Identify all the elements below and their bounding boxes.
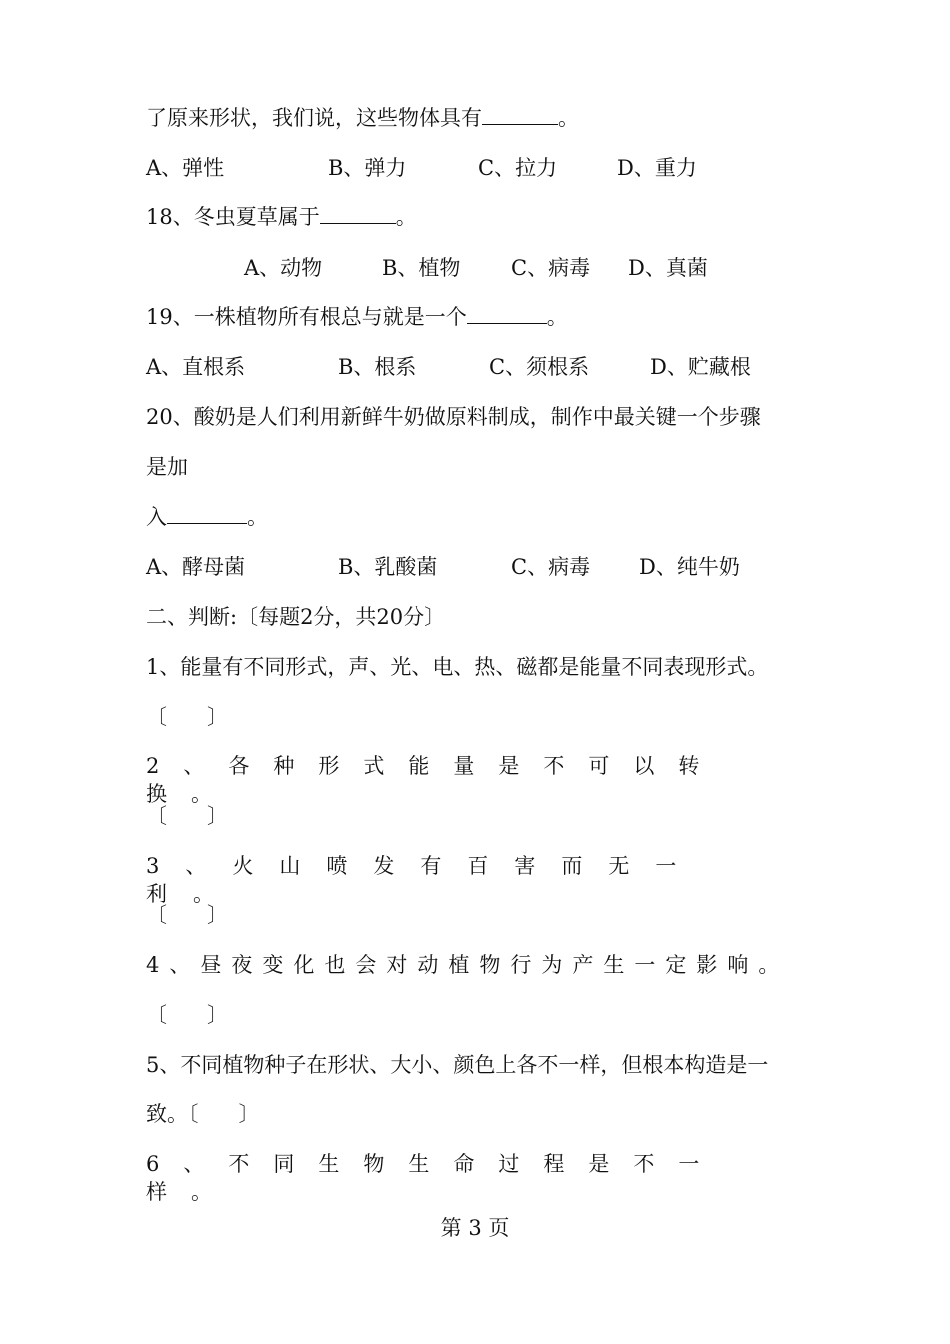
tf-item-1-bracket: 〔 〕 [146,705,229,729]
q20-option-d: D、纯牛奶 [639,555,740,579]
q19-option-b: B、根系 [338,355,417,379]
q17-stem-end: 。 [558,106,579,130]
q17-option-a: A、弹性 [146,156,225,180]
q17-option-b: B、弹力 [328,156,407,180]
q18-answer-blank [320,205,396,224]
q20-answer-blank [167,505,247,524]
q19-stem-text: 19、一株植物所有根总与就是一个 [146,305,467,329]
q19-option-d: D、贮藏根 [650,355,751,379]
q18-option-c: C、病毒 [511,256,591,280]
q19-stem-end: 。 [546,305,568,329]
q18-stem-end: 。 [395,205,417,229]
q19-answer-blank [467,305,547,324]
q17-answer-blank [482,106,558,125]
q20-stem-line1: 20、酸奶是人们利用新鲜牛奶做原料制成，制作中最关键一个步骤 [146,405,761,429]
tf-item-6-text: 6、不同生物生命过程是不一样。 [146,1152,724,1204]
q20-option-b: B、乳酸菌 [338,555,438,579]
tf-item-4-text: 4、昼夜变化也会对动植物行为产生一定影响。 [146,953,790,977]
q19-option-a: A、直根系 [146,355,246,379]
q20-option-a: A、酵母菌 [146,555,246,579]
q18-stem-text: 18、冬虫夏草属于 [146,205,320,229]
tf-item-4-bracket: 〔 〕 [146,1003,229,1027]
tf-item-4 [146,951,796,979]
tf-item-5-cont: 致。〔 〕 [146,1102,260,1126]
tf-item-3-bracket: 〔 〕 [146,903,229,927]
tf-item-2-bracket: 〔 〕 [146,804,229,828]
q20-stem-line2: 是加 [146,455,188,479]
q17-option-c: C、拉力 [478,156,558,180]
tf-item-2-text: 2、各种形式能量是不可以转换。 [146,754,724,806]
q17-option-d: D、重力 [617,156,697,180]
q19-stem [146,303,568,331]
page-number: 第 3 页 [440,1216,510,1240]
q17-stem [146,104,579,132]
q20-stem-line3 [146,503,268,531]
q18-option-a: A、动物 [244,256,323,280]
tf-item-3-text: 3、火山喷发有百害而无一利。 [146,854,703,906]
q19-option-c: C、须根系 [489,355,590,379]
tf-item-6 [146,1150,796,1206]
tf-item-5: 5、不同植物种子在形状、大小、颜色上各不一样，但根本构造是一 [146,1053,769,1077]
q17-stem-text: 了原来形状，我们说，这些物体具有 [146,106,482,130]
q18-stem [146,203,417,231]
q18-option-d: D、真菌 [628,256,708,280]
section2-heading: 二、判断:〔每题2分，共20分〕 [146,605,446,629]
q20-stem-end: 。 [247,505,268,529]
q20-option-c: C、病毒 [511,555,591,579]
q18-option-b: B、植物 [382,256,461,280]
tf-item-3 [146,852,796,908]
tf-item-1: 1、能量有不同形式，声、光、电、热、磁都是能量不同表现形式。 [146,655,769,679]
tf-item-2 [146,752,796,808]
q20-stem-text: 入 [146,505,167,529]
